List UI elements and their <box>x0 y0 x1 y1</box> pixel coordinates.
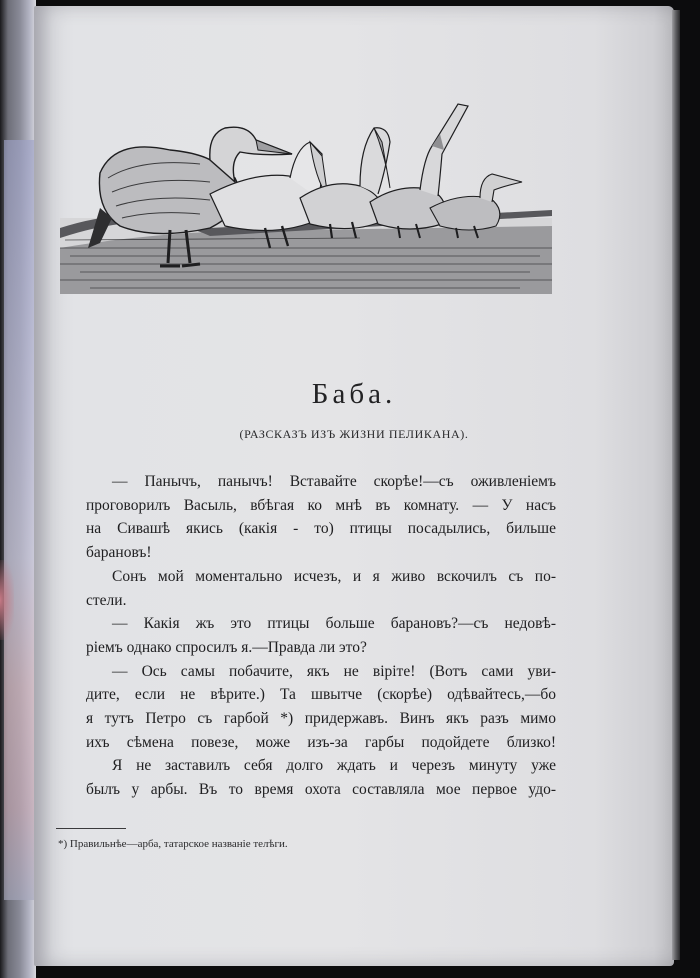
story-body <box>86 470 556 802</box>
text-line: — Ось самы побачите, якъ не вiрiте! (Вотъ сами уви- <box>112 662 556 680</box>
text-line: на Сивашѣ якись (какiя - то) птицы посадылись, бильше <box>86 520 556 538</box>
page-tint <box>4 140 34 900</box>
text-line: я тутъ Петро съ гарбой *) придержавъ. Винъ якъ разъ мимо <box>86 710 556 728</box>
story-title: Баба. <box>311 378 397 410</box>
text-line: Сонъ мой моментально исчезъ, и я живо вскочилъ съ по- <box>112 567 556 585</box>
text-line: — Панычъ, панычъ! Вставайте скорѣе!—съ оживленiемъ <box>112 473 556 490</box>
text-line: былъ у арбы. Въ то время охота составляла мое первое удо- <box>86 781 556 799</box>
text-line: Я не заставилъ себя долго ждать и черезъ минуту уже <box>112 757 556 775</box>
story-subtitle: (РАЗСКАЗЪ ИЗЪ ЖИЗНИ ПЕЛИКАНА). <box>239 427 469 441</box>
pelican-group <box>210 104 522 248</box>
text-line: дите, если не вѣрите.) Та швытче (скорѣе) одѣвайтесь,—бо <box>86 686 556 704</box>
text-line: рiемъ однако спросилъ я.—Правда ли это? <box>86 638 367 656</box>
pelicans-illustration <box>60 98 552 294</box>
page-right-edge <box>672 10 680 960</box>
footnote: *) Правильнѣе—арба, татарское названiе телѣги. <box>58 838 288 850</box>
opposite-page-edge <box>0 0 36 978</box>
text-line: проговорилъ Васыль, вбѣгая ко мнѣ въ комнату. — У насъ <box>86 496 556 514</box>
text-line: стели. <box>86 591 127 609</box>
text-line: — Какiя жъ это птицы больше барановъ?—съ недовѣ- <box>112 615 556 633</box>
footnote-rule <box>56 828 126 829</box>
text-line: ихъ сѣмена повезе, може изъ-за гарбы подойдете близко! <box>86 733 556 751</box>
page-stain <box>0 560 14 640</box>
text-line: барановъ! <box>86 544 152 562</box>
